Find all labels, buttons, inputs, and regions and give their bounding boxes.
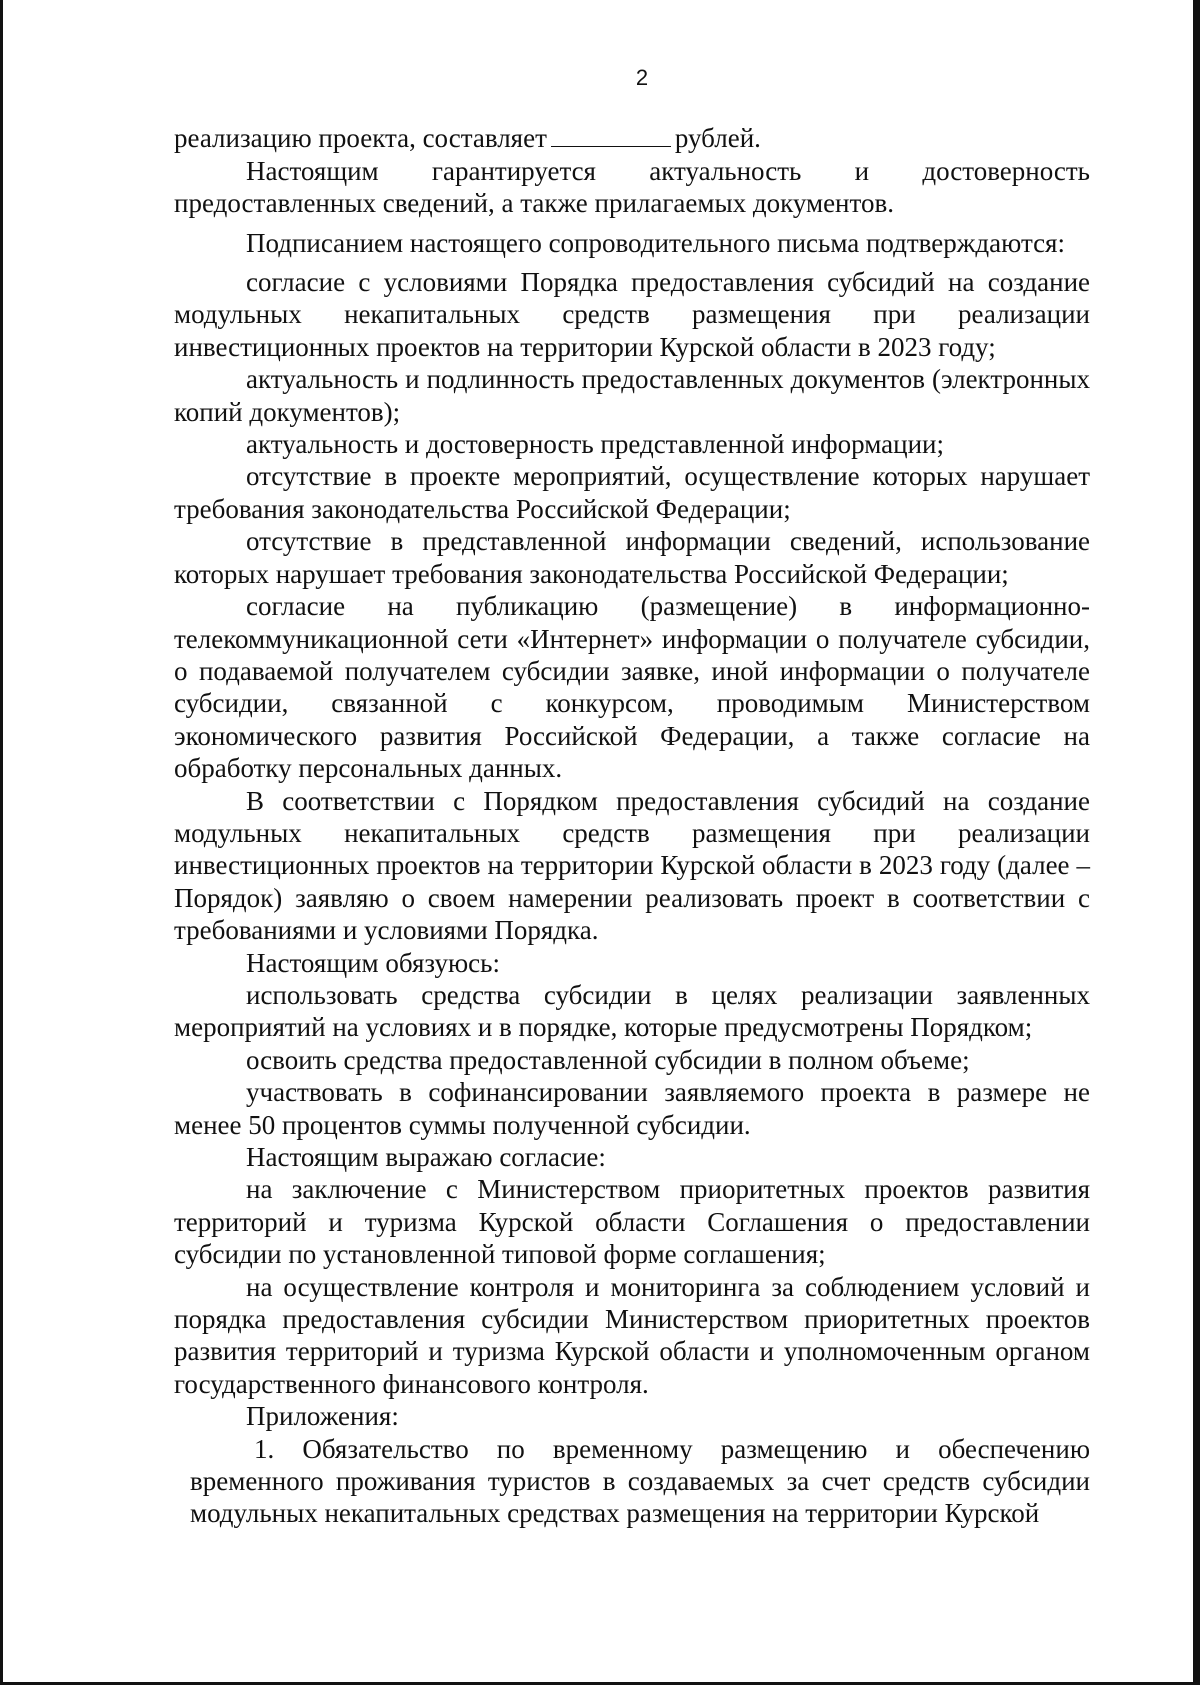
fill-in-blank-amount[interactable] xyxy=(551,124,671,147)
page-number xyxy=(194,60,1090,94)
document-page xyxy=(174,60,1090,1530)
paragraph-cofinancing: участвовать в софинансировании заявляемого проекта в размере не менее 50 процентов суммы полученной субсидии. xyxy=(174,1077,1090,1140)
paragraph-use-subsidy: использовать средства субсидии в целях реализации заявленных мероприятий на условиях и в порядке, которые предусмотрены Порядком; xyxy=(174,979,1090,1043)
paragraph-publication-consent: согласие на публикацию (размещение) в информационно-телекоммуникационной сети «Интернет» информации о получателе субсидии, о подаваемой получателем субсидии заявке, иной информации о получателе субсидии, связанной с конкурсом, проводимым Министерством экономического развития Российской Федерации, а также согласие на обработку персональных данных. xyxy=(174,591,1090,784)
paragraph-signing: Подписанием настоящего сопроводительного письма подтверждаются: xyxy=(246,227,1065,258)
paragraph-no-violations-info: отсутствие в представленной информации сведений, использование которых нарушает требования законодательства Российской Федерации; xyxy=(174,526,1090,589)
paragraph-no-violations-project: отсутствие в проекте мероприятий, осуществление которых нарушает требования законодательства Российской Федерации; xyxy=(174,461,1090,524)
paragraph-agreement-consent: на заключение с Министерством приоритетных проектов развития территорий и туризма Курской области Соглашения о предоставлении субсидии по установленной типовой форме соглашения; xyxy=(174,1174,1090,1270)
paragraph-guarantee: Настоящим гарантируется актуальность и достоверность предоставленных сведений, а также прилагаемых документов. xyxy=(174,155,1090,219)
paragraph-text-suffix: рублей. xyxy=(674,123,761,154)
paragraph-attachments-heading: Приложения: xyxy=(246,1401,399,1432)
paragraph-project-cost xyxy=(174,122,1090,154)
paragraph-intent: В соответствии с Порядком предоставления субсидий на создание модульных некапитальных средств размещения при реализации инвестиционных проектов на территории Курской области в 2023 году (далее – Порядок) заявляю о своем намерении реализовать проект в соответствии с требованиями и условиями Порядка. xyxy=(174,785,1090,946)
paragraph-info-accuracy: актуальность и достоверность представленной информации; xyxy=(246,429,944,460)
page-number-text: 2 xyxy=(635,65,649,90)
paragraph-consent-conditions: согласие с условиями Порядка предоставления субсидий на создание модульных некапитальных средств размещения при реализации инвестиционных проектов на территории Курской области в 2023 году; xyxy=(174,267,1090,362)
paragraph-obligations-heading: Настоящим обязуюсь: xyxy=(246,947,500,978)
scan-border-right xyxy=(1193,0,1200,1685)
paragraph-documents-authenticity: актуальность и подлинность предоставленных документов (электронных копий документов); xyxy=(174,364,1090,427)
paragraph-control-consent: на осуществление контроля и мониторинга за соблюдением условий и порядка предоставления субсидии Министерством приоритетных проектов развития территорий и туризма Курской области и уполномоченным органом государственного финансового контроля. xyxy=(174,1271,1090,1399)
paragraph-full-use: освоить средства предоставленной субсидии в полном объеме; xyxy=(246,1044,970,1075)
list-item-attachment-1: 1. Обязательство по временному размещению и обеспечению временного проживания туристов в создаваемых за счет средств субсидии модульных некапитальных средствах размещения на территории Курской xyxy=(190,1433,1090,1529)
scan-border-left xyxy=(0,0,3,1685)
paragraph-text: реализацию проекта, составляет xyxy=(174,123,547,154)
paragraph-consent-heading: Настоящим выражаю согласие: xyxy=(246,1142,606,1172)
